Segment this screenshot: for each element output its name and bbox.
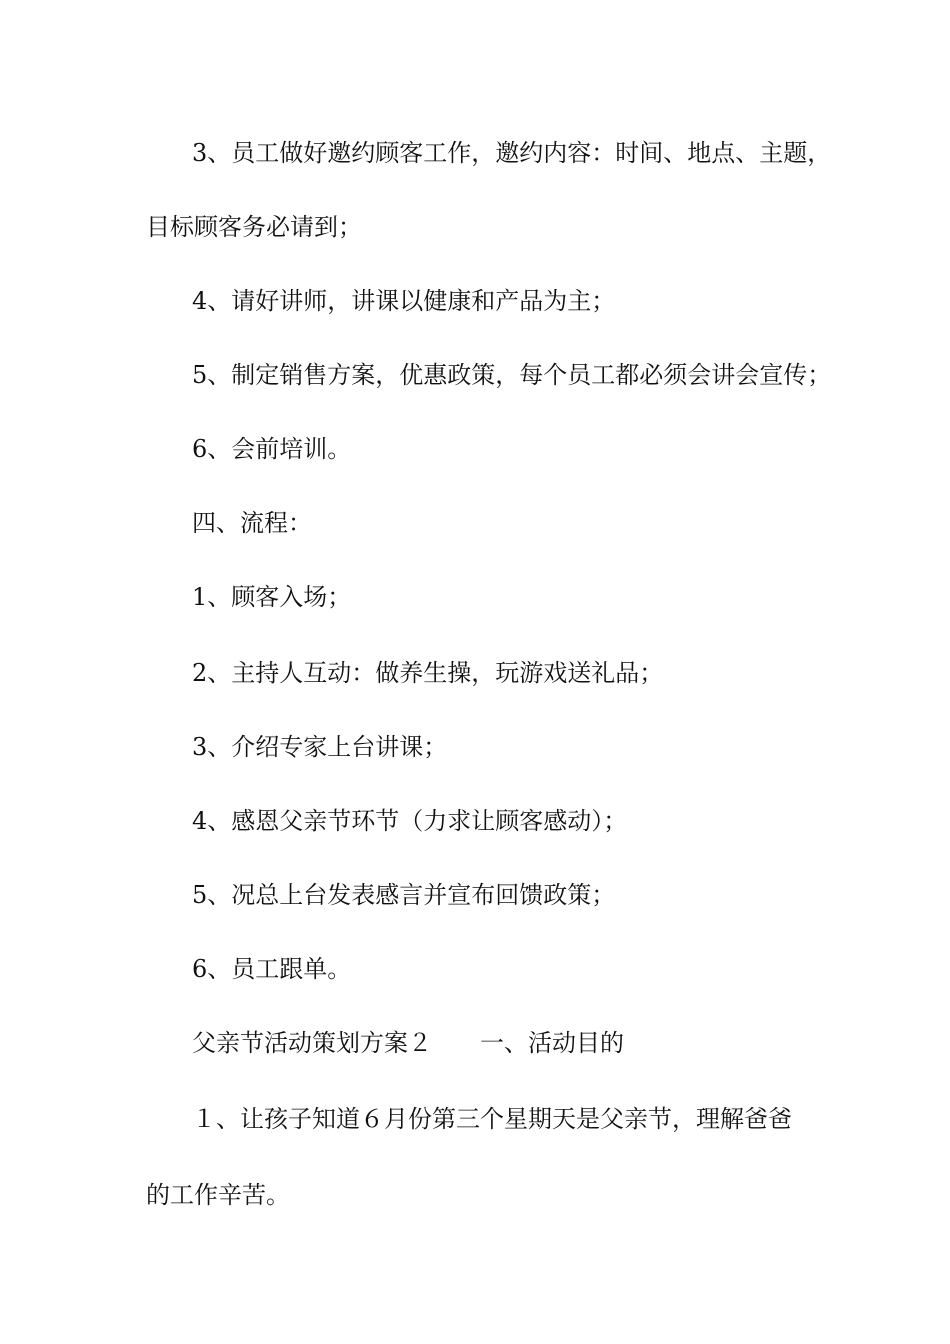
paragraph-line: １、让孩子知道６月份第三个星期天是父亲节，理解爸爸 bbox=[192, 1105, 792, 1133]
paragraph-line: 3、介绍专家上台讲课； bbox=[192, 733, 448, 761]
paragraph-line: 1、顾客入场； bbox=[192, 583, 352, 611]
paragraph-line: 的工作辛苦。 bbox=[146, 1181, 290, 1209]
paragraph-line: 4、请好讲师，讲课以健康和产品为主； bbox=[192, 287, 616, 315]
plan-title-line: 父亲节活动策划方案２ 一、活动目的 bbox=[192, 1029, 624, 1057]
paragraph-line: 5、况总上台发表感言并宣布回馈政策； bbox=[192, 881, 616, 909]
paragraph-line: 5、制定销售方案，优惠政策，每个员工都必须会讲会宣传； bbox=[192, 361, 832, 389]
paragraph-line: 2、主持人互动：做养生操，玩游戏送礼品； bbox=[192, 659, 664, 687]
paragraph-line: 6、会前培训。 bbox=[192, 435, 352, 463]
paragraph-line: 6、员工跟单。 bbox=[192, 955, 352, 983]
paragraph-line: 4、感恩父亲节环节（力求让顾客感动）； bbox=[192, 807, 628, 835]
section-heading: 四、流程： bbox=[192, 509, 312, 537]
paragraph-line: 3、员工做好邀约顾客工作，邀约内容：时间、地点、主题， bbox=[192, 139, 832, 167]
paragraph-line: 目标顾客务必请到； bbox=[146, 213, 362, 241]
